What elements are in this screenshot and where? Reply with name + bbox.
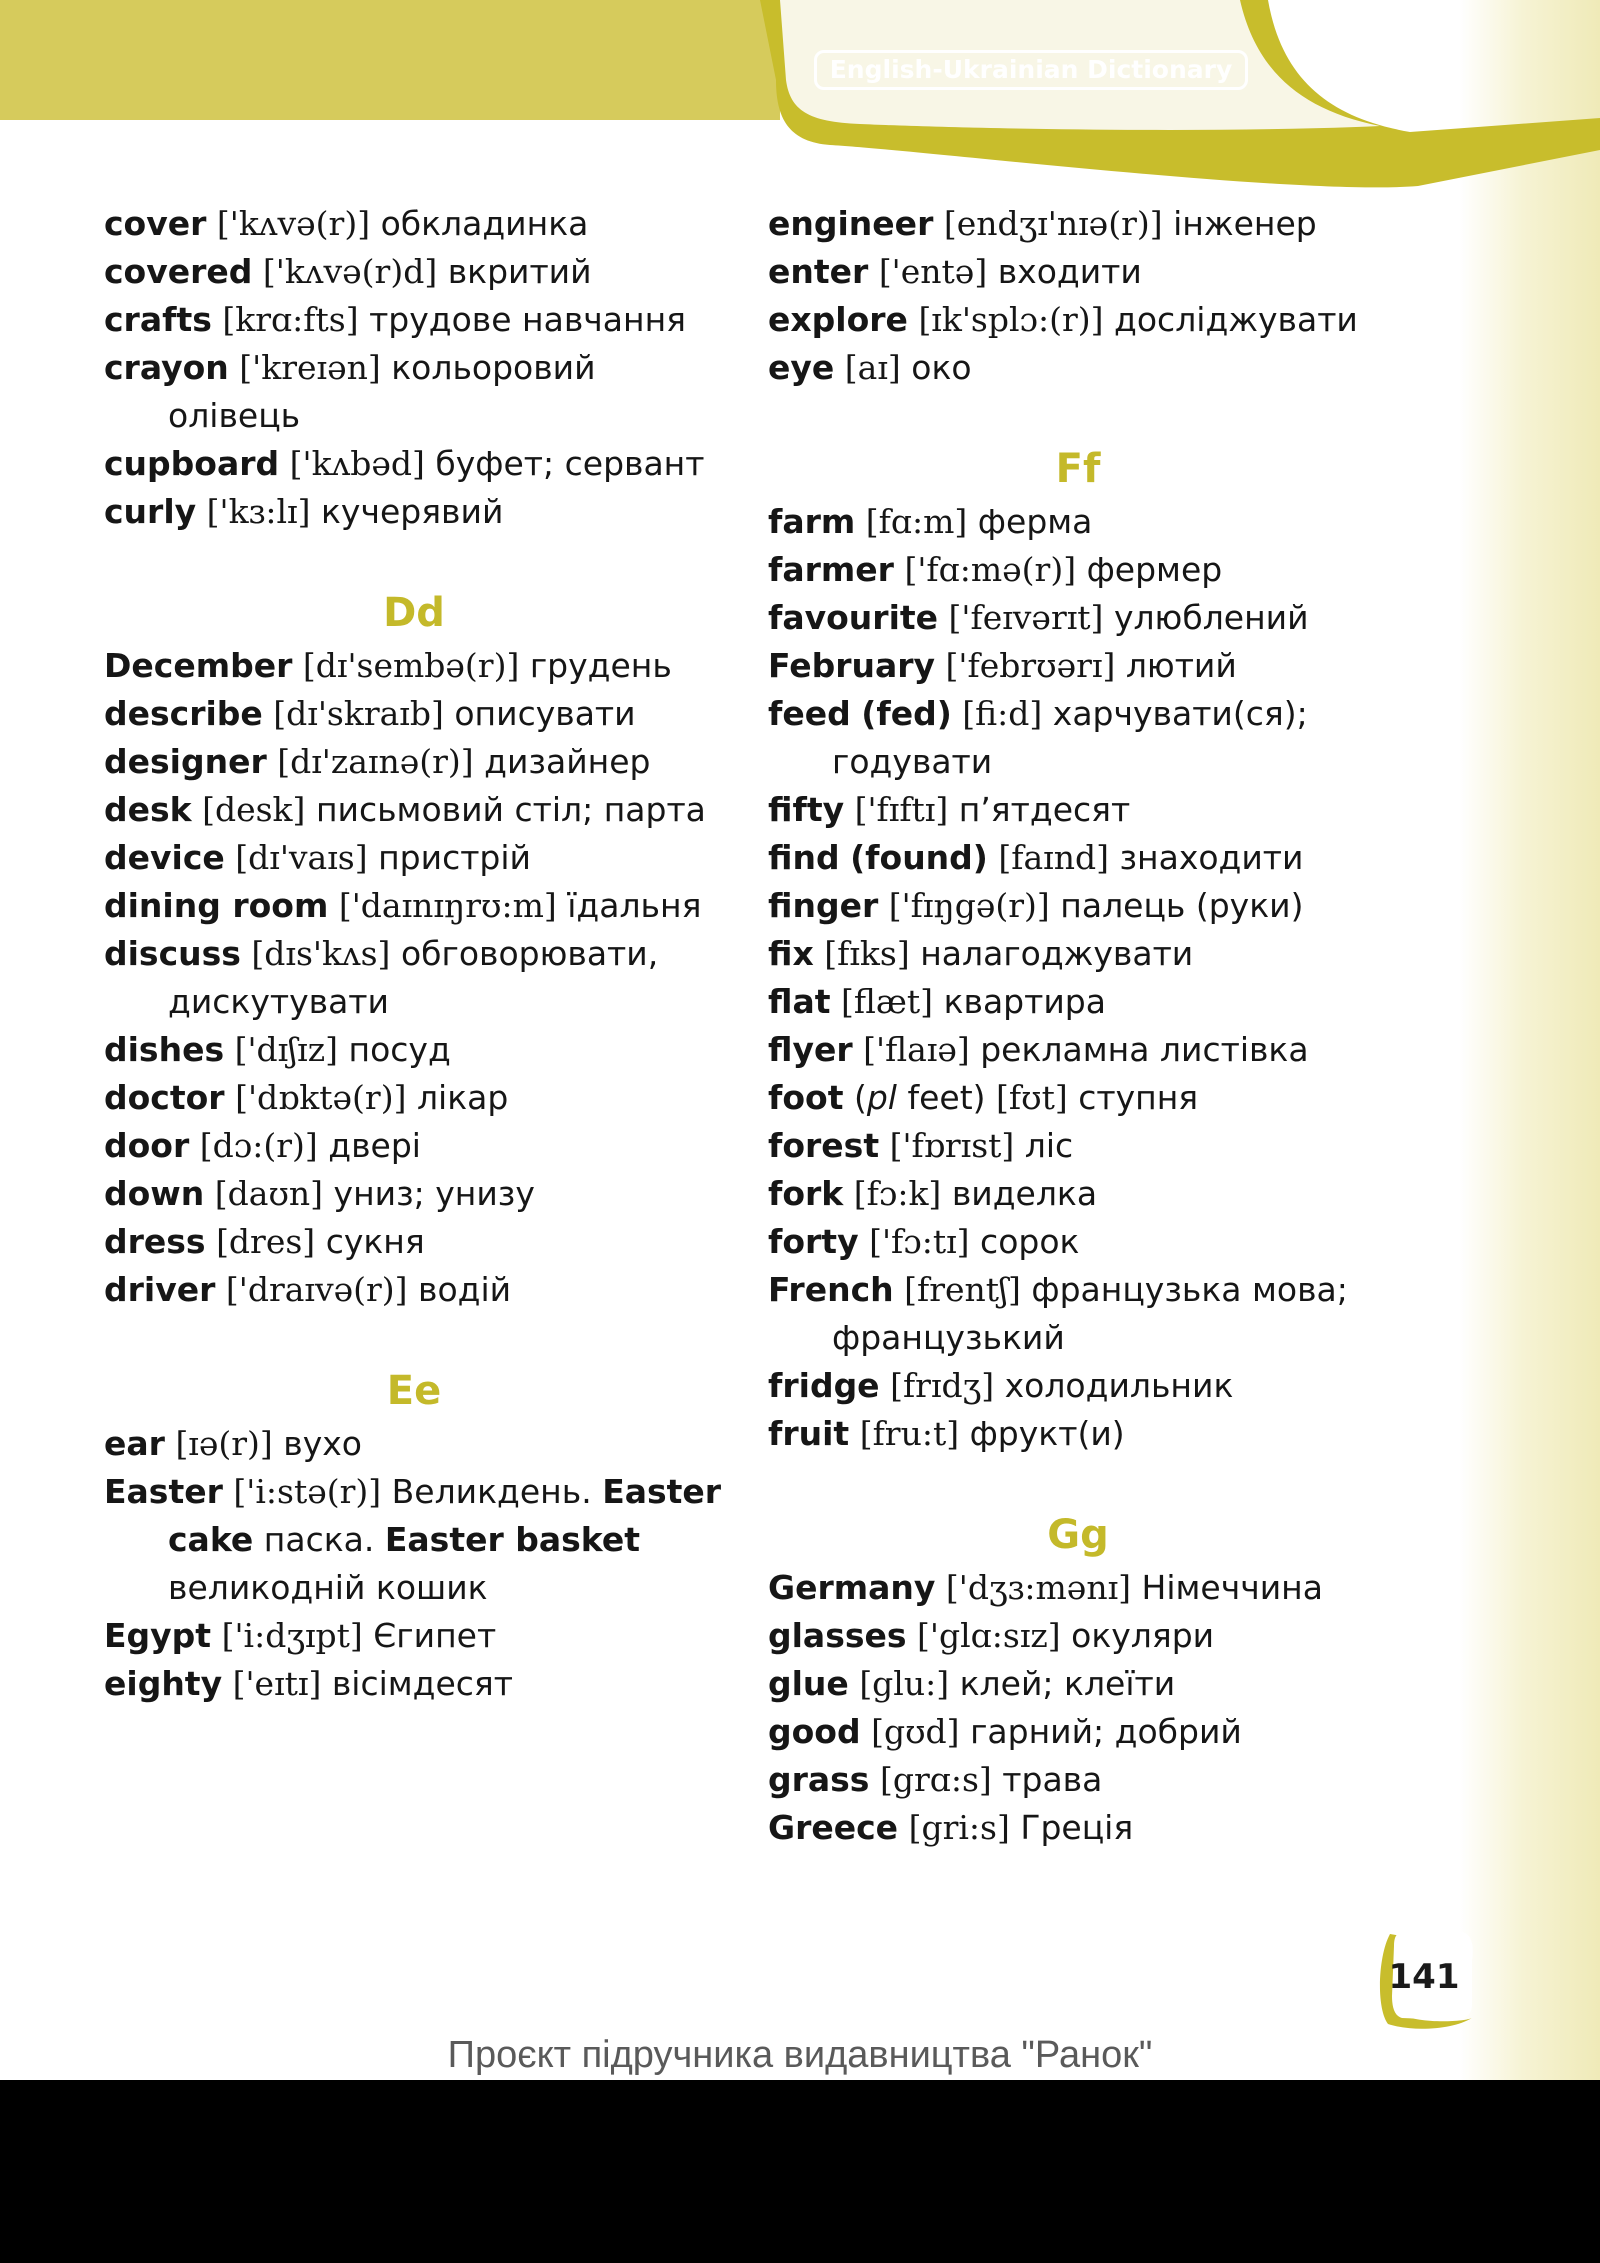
transcription: ['dɒktə(r)] [235,1078,407,1117]
headword: dining room [104,886,329,925]
dictionary-entry [768,1564,1388,1612]
transcription: [dres] [216,1222,316,1261]
headword: fifty [768,790,845,829]
dictionary-entry [104,1612,724,1660]
headword: flat [768,982,831,1021]
translation: пристрій [378,838,531,877]
headword: fruit [768,1414,850,1453]
dictionary-entry [104,786,724,834]
dictionary-entry [768,344,1388,392]
dictionary-entry [104,1074,724,1122]
headword: crafts [104,300,212,339]
transcription: [dɪ'vaɪs] [235,838,368,877]
publisher-footer: Проєкт підручника видавництва "Ранок" [447,2034,1153,2076]
headword: ear [104,1424,165,1463]
dictionary-entry [104,1420,724,1468]
dictionary-entry [768,546,1388,594]
dictionary-entry [104,1026,724,1074]
transcription: ['fɪftɪ] [854,790,949,829]
translation: лютий [1125,646,1237,685]
dictionary-entry [104,440,724,488]
transcription: ['kʌvə(r)] [216,204,371,243]
dictionary-entry [768,1708,1388,1756]
dictionary-entry [104,1660,724,1708]
transcription: ['draɪvə(r)] [225,1270,408,1309]
dictionary-entry [768,594,1388,642]
translation: досліджувати [1114,300,1358,339]
dictionary-entry [768,1804,1388,1852]
translation: посуд [348,1030,451,1069]
translation: рекламна листівка [980,1030,1309,1069]
dictionary-entry [768,1362,1388,1410]
translation: трава [1002,1760,1103,1799]
header-decoration [0,0,1600,200]
translation: виделка [951,1174,1098,1213]
dictionary-entry [768,786,1388,834]
section-letter: Ff [1055,446,1101,492]
transcription: ['i:stə(r)] [233,1472,382,1511]
transcription: [glu:] [859,1664,950,1703]
headword: desk [104,790,192,829]
transcription: ['kʌvə(r)d] [262,252,438,291]
dictionary-entry [768,1170,1388,1218]
transcription: [fɪks] [824,934,910,973]
dictionary-entry [768,498,1388,546]
translation: обкладинка [380,204,589,243]
headword: fridge [768,1366,880,1405]
headword: farm [768,502,856,541]
translation: налагоджувати [920,934,1194,973]
section-gap [768,392,1388,440]
headword: door [104,1126,190,1165]
translation: буфет; сервант [435,444,705,483]
dictionary-entry [768,834,1388,882]
dictionary-entry [768,930,1388,978]
translation: улюблений [1113,598,1309,637]
transcription: [fɑ:m] [865,502,968,541]
transcription: ['feɪvərɪt] [948,598,1104,637]
translation: гарний; добрий [970,1712,1242,1751]
translation: п’ятдесят [958,790,1131,829]
dictionary-entry [104,248,724,296]
translation: описувати [454,694,636,733]
headword: grass [768,1760,870,1799]
transcription: ['daɪnɪŋrʊ:m] [338,886,557,925]
headword: good [768,1712,861,1751]
headword: eye [768,348,835,387]
headword: find [768,838,840,877]
headword: February [768,646,936,685]
dictionary-entry [768,1122,1388,1170]
translation: знаходити [1119,838,1304,877]
plural-form: (pl feet) [853,1078,986,1117]
translation: двері [328,1126,421,1165]
translation: кольоровий олівець [168,348,596,435]
dictionary-entry [768,1410,1388,1458]
dictionary-entry [768,296,1388,344]
transcription: ['fɑ:mə(r)] [904,550,1077,589]
dictionary-entry [104,738,724,786]
transcription: [fi:d] [962,694,1043,733]
dictionary-entry [768,248,1388,296]
headword: enter [768,252,869,291]
dictionary-entry [768,882,1388,930]
transcription: ['flaɪə] [863,1030,970,1069]
transcription: [dɪ'zaɪnə(r)] [277,742,474,781]
headword: December [104,646,293,685]
dictionary-entry [104,296,724,344]
translation: клей; клеїти [959,1664,1176,1703]
translation: Великдень. [391,1472,592,1511]
headword: fix [768,934,814,973]
transcription: [dɪ'sembə(r)] [302,646,520,685]
page-number: 141 [1388,1957,1460,1997]
translation: ліс [1024,1126,1074,1165]
plural-word: feet) [907,1078,986,1117]
translation: фрукт(и) [969,1414,1125,1453]
headword: down [104,1174,205,1213]
dictionary-entry [768,978,1388,1026]
headword: device [104,838,225,877]
header-label: English-Ukrainian Dictionary [814,50,1248,90]
translation: окуляри [1071,1616,1215,1655]
translation: вісімдесят [331,1664,514,1703]
dictionary-entry [104,882,724,930]
transcription: ['fɒrɪst] [889,1126,1015,1165]
headword: farmer [768,550,894,589]
transcription: ['fɔ:tɪ] [869,1222,970,1261]
section-letter: Gg [1047,1512,1109,1558]
headword: crayon [104,348,229,387]
headword: feed [768,694,851,733]
sub-headword: Easter cake [168,1472,722,1559]
translation: фермер [1086,550,1223,589]
headword: favourite [768,598,939,637]
dictionary-entry [104,1170,724,1218]
translation: водій [418,1270,512,1309]
sub-translation: паска. [263,1520,375,1559]
transcription: [ɪk'splɔ:(r)] [918,300,1104,339]
dictionary-entry [104,1468,724,1612]
left-column [104,200,724,1708]
dictionary-entry [104,690,724,738]
translation: квартира [943,982,1106,1021]
headword: covered [104,252,253,291]
translation: вкритий [447,252,592,291]
bottom-margin [0,2080,1600,2263]
translation: униз; унизу [333,1174,535,1213]
dictionary-entry [768,1756,1388,1804]
transcription: [dɪ'skraɪb] [273,694,444,733]
headword: glue [768,1664,849,1703]
transcription: [desk] [202,790,306,829]
dictionary-entry [768,1026,1388,1074]
headword: describe [104,694,263,733]
sub-headword: Easter basket [384,1520,640,1559]
headword: finger [768,886,879,925]
section-gap [104,1314,724,1362]
dictionary-entry [104,930,724,1026]
transcription: ['entə] [878,252,988,291]
headword: Greece [768,1808,899,1847]
translation: лікар [416,1078,509,1117]
transcription: ['dɪʃɪz] [234,1030,338,1069]
headword: glasses [768,1616,907,1655]
right-margin-band [1460,0,1600,2080]
translation: ферма [977,502,1093,541]
transcription: [aɪ] [844,348,901,387]
transcription: ['fɪŋgə(r)] [888,886,1050,925]
dictionary-entry [768,690,1388,786]
headword: dishes [104,1030,225,1069]
transcription: [gʊd] [871,1712,960,1751]
headword: eighty [104,1664,223,1703]
transcription: [fru:t] [859,1414,960,1453]
section-letter: Ee [386,1368,442,1414]
translation: трудове навчання [369,300,686,339]
headword: discuss [104,934,241,973]
transcription: ['kreɪən] [239,348,381,387]
transcription: [endʒɪ'nɪə(r)] [943,204,1163,243]
dictionary-entry [104,642,724,690]
headword: fork [768,1174,844,1213]
transcription: [daʊn] [214,1174,324,1213]
translation: дизайнер [484,742,651,781]
past-form: (found) [850,838,988,877]
transcription: [fʊt] [996,1078,1068,1117]
headword: Easter [104,1472,223,1511]
headword: cover [104,204,207,243]
dictionary-entry [104,834,724,882]
headword: foot [768,1078,844,1117]
section-gap [768,1458,1388,1506]
translation: сукня [325,1222,425,1261]
transcription: [ɪə(r)] [175,1424,273,1463]
headword: dress [104,1222,206,1261]
transcription: ['glɑ:sɪz] [917,1616,1061,1655]
translation: письмовий стіл; парта [315,790,706,829]
transcription: ['i:dʒɪpt] [221,1616,363,1655]
transcription: [flæt] [841,982,934,1021]
translation: палець (руки) [1060,886,1304,925]
translation: вухо [283,1424,362,1463]
transcription: ['kʌbəd] [289,444,425,483]
headword: driver [104,1270,216,1309]
translation: французька мова; французький [832,1270,1348,1357]
dictionary-entry [768,1612,1388,1660]
translation: інженер [1173,204,1317,243]
translation: Німеччина [1141,1568,1323,1607]
transcription: [fɔ:k] [853,1174,942,1213]
transcription: [dɪs'kʌs] [251,934,391,973]
transcription: [grɑ:s] [879,1760,992,1799]
dictionary-entry [104,1218,724,1266]
dictionary-entry [768,1660,1388,1708]
dictionary-entry [768,1218,1388,1266]
headword: Egypt [104,1616,212,1655]
transcription: [frɪdʒ] [890,1366,995,1405]
section-gap [104,536,724,584]
dictionary-entry [104,200,724,248]
dictionary-entry [768,1074,1388,1122]
translation: Греція [1020,1808,1134,1847]
dictionary-entry [768,642,1388,690]
translation: обговорювати, дискутувати [168,934,659,1021]
dictionary-entry [768,200,1388,248]
headword: cupboard [104,444,280,483]
headword: curly [104,492,197,531]
headword: French [768,1270,894,1309]
translation: ступня [1078,1078,1199,1117]
transcription: ['febrʊərɪ] [945,646,1116,685]
headword: Germany [768,1568,936,1607]
headword: explore [768,300,908,339]
plural-marker: pl [866,1078,897,1117]
sub-translation: великодній кошик [168,1568,488,1607]
headword: forest [768,1126,880,1165]
dictionary-entry [768,1266,1388,1362]
dictionary-entry [104,1122,724,1170]
transcription: ['kɜ:lɪ] [206,492,311,531]
translation: їдальня [567,886,702,925]
transcription: [dɔ:(r)] [199,1126,318,1165]
headword: designer [104,742,267,781]
headword: doctor [104,1078,225,1117]
headword: flyer [768,1030,853,1069]
translation: грудень [529,646,672,685]
past-form: (fed) [861,694,952,733]
translation: око [911,348,972,387]
translation: харчувати(ся); годувати [832,694,1308,781]
translation: кучерявий [321,492,504,531]
translation: сорок [980,1222,1080,1261]
dictionary-entry [104,344,724,440]
headword: forty [768,1222,859,1261]
transcription: ['dʒɜ:mənɪ] [945,1568,1132,1607]
translation: входити [997,252,1142,291]
transcription: [gri:s] [908,1808,1010,1847]
dictionary-entry [104,1266,724,1314]
transcription: [faɪnd] [998,838,1109,877]
translation: холодильник [1004,1366,1234,1405]
headword: engineer [768,204,934,243]
dictionary-entry [104,488,724,536]
right-column [768,200,1388,1852]
transcription: [frentʃ] [904,1270,1021,1309]
transcription: [krɑ:fts] [222,300,359,339]
translation: Єгипет [373,1616,497,1655]
section-letter: Dd [383,590,445,636]
transcription: ['eɪtɪ] [232,1664,322,1703]
